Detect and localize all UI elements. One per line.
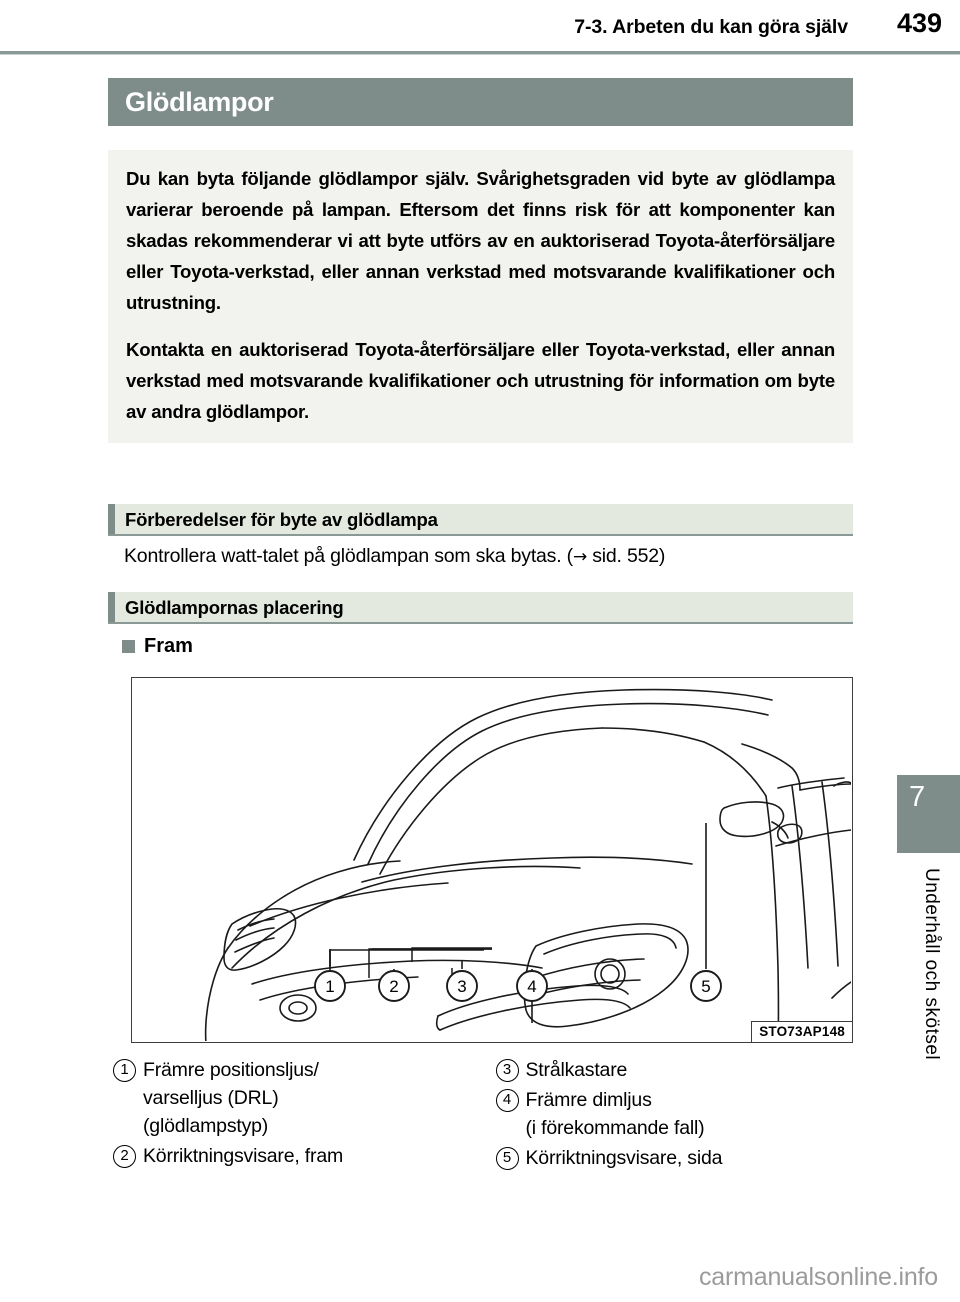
legend-label-line3: (glödlampstyp) [143, 1115, 269, 1137]
square-bullet-icon [122, 640, 135, 653]
legend-label-line1: Främre dimljus [525, 1089, 652, 1111]
illustration-code: STO73AP148 [751, 1021, 853, 1043]
legend-item [496, 1056, 859, 1084]
legend-label-line1: Främre positionsljus/ [143, 1059, 319, 1081]
section-header-preparations [108, 504, 853, 536]
section-accent-bar [108, 504, 115, 534]
chapter-label: Underhåll och skötsel [921, 868, 942, 1061]
section-accent-bar [108, 592, 115, 622]
legend-label-line2: (i förekommande fall) [525, 1117, 705, 1139]
page-number: 439 [896, 8, 942, 38]
legend-number: 1 [113, 1059, 136, 1082]
chapter-tab [897, 775, 960, 853]
legend-item [113, 1056, 486, 1140]
callout-1: 1 [325, 977, 335, 996]
legend-label-line2: varselljus (DRL) [143, 1087, 279, 1109]
legend-label [143, 1142, 343, 1170]
legend-label-line1: Strålkastare [525, 1059, 628, 1081]
intro-notice-box [108, 150, 853, 443]
subsection-front [122, 635, 193, 658]
callout-2: 2 [389, 977, 399, 996]
chapter-number: 7 [909, 781, 926, 813]
legend-label [143, 1056, 319, 1140]
arrow-right-icon: → [572, 547, 588, 567]
legend-number: 3 [496, 1059, 519, 1082]
intro-paragraph-1: Du kan byta följande glödlampor själv. Svårighetsgraden vid byte av glödlampa varierar beroende på lampan. Eftersom det finns risk för att komponenter kan skadas rekommenderar vi att byte utförs av en auktoriserad Toyota-återförsäljare eller Toyota-verkstad, eller annan verkstad med motsvarande kvalifikationer och utrustning. [126, 168, 835, 313]
page-title-band [108, 78, 853, 126]
page-title: Glödlampor [125, 87, 274, 117]
callout-5: 5 [701, 977, 711, 996]
preparation-text-after: sid. 552) [587, 545, 666, 567]
legend-column-right [486, 1056, 859, 1174]
legend-item [496, 1144, 859, 1172]
section-header-label: Glödlampornas placering [125, 597, 344, 618]
legend-label-line1: Körriktningsvisare, fram [143, 1145, 344, 1167]
intro-paragraph-2: Kontakta en auktoriserad Toyota-återförsäljare eller Toyota-verkstad, eller annan verkstad med motsvarande kvalifikationer och utrustning för information om byte av andra glödlampor. [126, 339, 835, 422]
legend-column-left [113, 1056, 486, 1174]
subsection-label: Fram [144, 635, 193, 657]
legend-number: 4 [496, 1089, 519, 1112]
callout-4: 4 [527, 977, 537, 996]
legend-number: 2 [113, 1145, 136, 1168]
legend-label-line1: Körriktningsvisare, sida [525, 1147, 723, 1169]
header-rule-thin [0, 54, 960, 55]
site-watermark: carmanualsonline.info [698, 1263, 938, 1291]
illustration-frame [131, 677, 853, 1043]
legend-item [113, 1142, 486, 1170]
legend-label [526, 1086, 705, 1142]
legend [113, 1056, 858, 1174]
section-header-label: Förberedelser för byte av glödlampa [125, 509, 438, 530]
callout-3: 3 [457, 977, 467, 996]
legend-label [526, 1144, 723, 1172]
legend-label [526, 1056, 628, 1084]
preparation-text-before: Kontrollera watt-talet på glödlampan som ska bytas. ( [124, 545, 573, 567]
legend-item [496, 1086, 859, 1142]
section-header-bulb-locations [108, 592, 853, 624]
car-front-bulb-diagram [132, 678, 851, 1041]
header-section-title: 7-3. Arbeten du kan göra själv [574, 16, 848, 38]
preparation-text [124, 545, 665, 568]
legend-number: 5 [496, 1147, 519, 1170]
running-header [0, 0, 960, 52]
